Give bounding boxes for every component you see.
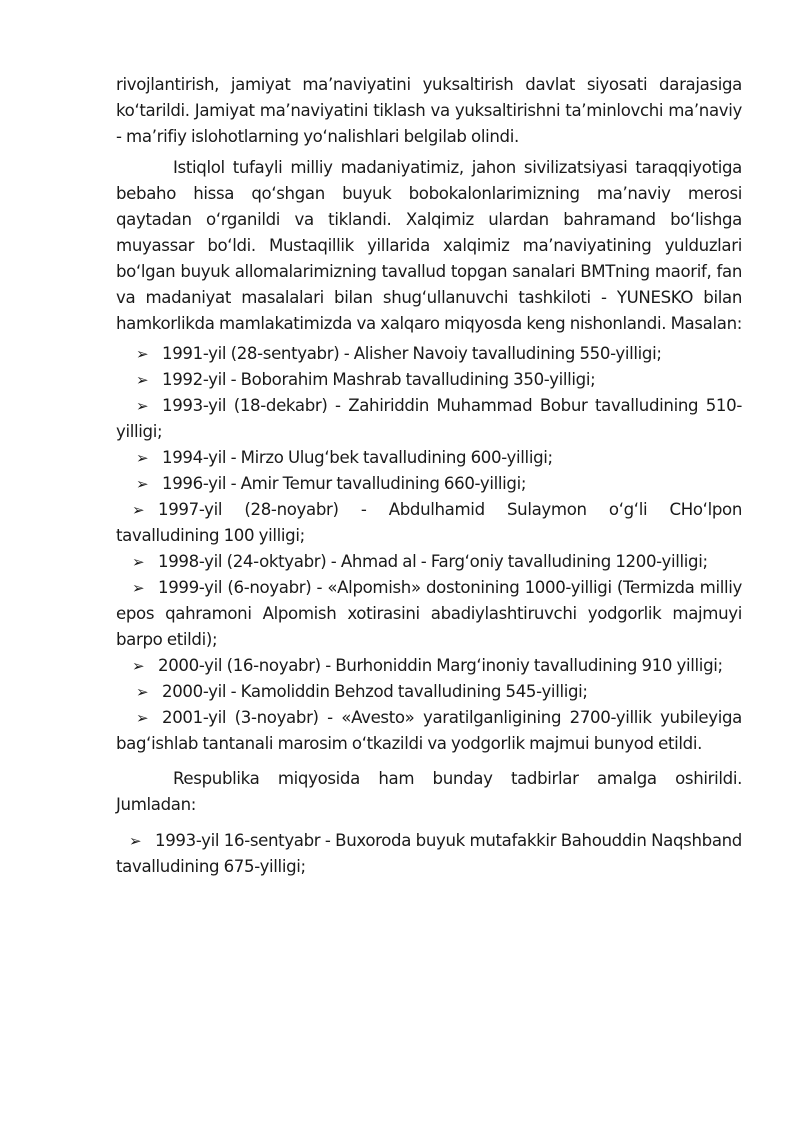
arrow-bullet-icon: ➢ (136, 475, 149, 493)
paragraph-independence: Istiqlol tufayli milliy madaniyatimiz, jahon sivilizatsiyasi taraqqiyotiga bebaho hissa qo‘shgan buyuk bobokalonlarimizning ma’naviy merosi qaytadan o‘rganildi va tiklandi. Xalqimiz ulardan bahramand bo‘lishga muyassar bo‘ldi. Mustaqillik yillarida xalqimiz ma’naviyatining yulduzlari bo‘lgan buyuk allomalarimizning tavallud topgan sanalari BMTning maorif, fan va madaniyat masalalari bilan shug‘ullanuvchi tashkiloti - YUNESKO bilan hamkorlikda mamlakatimizda va xalqaro miqyosda keng nishonlandi. Masalan: (116, 158, 742, 333)
list-item-text: 1991-yil (28-sentyabr) - Alisher Navoiy tavalludining 550-yilligi; (162, 344, 662, 363)
arrow-bullet-icon: ➢ (132, 657, 145, 675)
list-item-text: 1997-yil (28-noyabr) - Abdulhamid Sulaymon o‘g‘li CHo‘lpon tavalludining 100 yilligi; (116, 500, 742, 545)
paragraph-intro: rivojlantirish, jamiyat ma’naviyatini yuksaltirish davlat siyosati darajasiga ko‘tarildi. Jamiyat ma’naviyatini tiklash va yuksaltirishni ta’minlovchi ma’naviy - ma’rifiy islohotlarning yo‘nalishlari belgilab olindi. (116, 75, 742, 146)
list-item (116, 471, 742, 497)
list-item-text: 2001-yil (3-noyabr) - «Avesto» yaratilganligining 2700-yillik yubileyiga bag‘ishlab tantanali marosim o‘tkazildi va yodgorlik majmui bunyod etildi. (116, 708, 742, 753)
list-item (116, 705, 742, 757)
list-item (116, 445, 742, 471)
list-item (116, 341, 742, 367)
list-item-text: 1992-yil - Boborahim Mashrab tavalludining 350-yilligi; (162, 370, 596, 389)
list-item-text: 2000-yil - Kamoliddin Behzod tavalludining 545-yilligi; (162, 682, 588, 701)
anniversary-list (116, 341, 742, 757)
paragraph-republic: Respublika miqyosida ham bunday tadbirlar amalga oshirildi. Jumladan: (116, 769, 742, 814)
list-item (116, 549, 742, 575)
arrow-bullet-icon: ➢ (132, 553, 145, 571)
list-item (116, 679, 742, 705)
arrow-bullet-icon: ➢ (136, 371, 149, 389)
list-item (116, 828, 742, 880)
arrow-bullet-icon: ➢ (136, 397, 149, 415)
document-body (116, 72, 742, 880)
arrow-bullet-icon: ➢ (136, 683, 149, 701)
list-item-text: 1999-yil (6-noyabr) - «Alpomish» dostonining 1000-yilligi (Termizda milliy epos qahramoni Alpomish xotirasini abadiylashtiruvchi yodgorlik majmuyi barpo etildi); (116, 578, 742, 649)
list-item (116, 497, 742, 549)
arrow-bullet-icon: ➢ (132, 579, 145, 597)
list-item-text: 1998-yil (24-oktyabr) - Ahmad al - Farg‘oniy tavalludining 1200-yilligi; (158, 552, 708, 571)
arrow-bullet-icon: ➢ (136, 345, 149, 363)
list-item-text: 1993-yil (18-dekabr) - Zahiriddin Muhammad Bobur tavalludining 510-yilligi; (116, 396, 742, 441)
list-item-text: 1996-yil - Amir Temur tavalludining 660-yilligi; (162, 474, 527, 493)
list-item (116, 653, 742, 679)
list-item (116, 575, 742, 653)
arrow-bullet-icon: ➢ (129, 832, 142, 850)
list-item (116, 393, 742, 445)
list-item-text: 2000-yil (16-noyabr) - Burhoniddin Marg‘inoniy tavalludining 910 yilligi; (158, 656, 723, 675)
arrow-bullet-icon: ➢ (136, 709, 149, 727)
list-item-text: 1994-yil - Mirzo Ulug‘bek tavalludining 600-yilligi; (162, 448, 553, 467)
list-item-text: 1993-yil 16-sentyabr - Buxoroda buyuk mutafakkir Bahouddin Naqshband tavalludining 675-yilligi; (116, 831, 742, 876)
list-item (116, 367, 742, 393)
arrow-bullet-icon: ➢ (132, 501, 145, 519)
republic-events-list (116, 828, 742, 880)
arrow-bullet-icon: ➢ (136, 449, 149, 467)
